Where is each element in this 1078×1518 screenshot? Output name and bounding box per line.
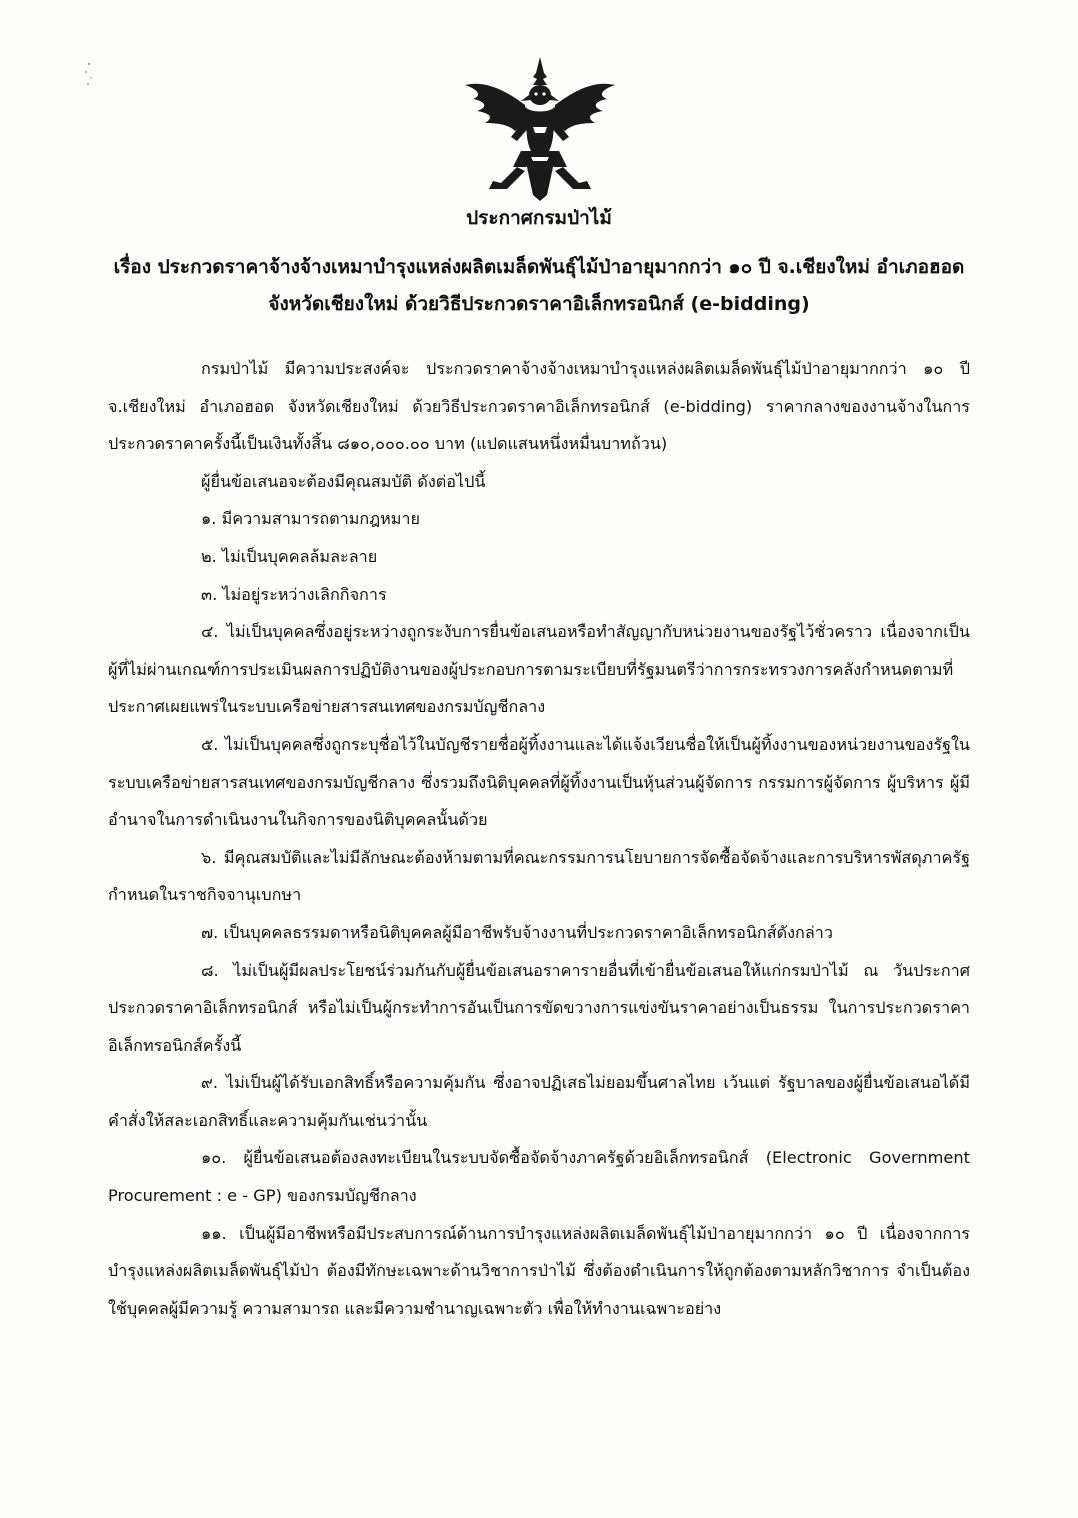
announcement-subject-line-1: เรื่อง ประกวดราคาจ้างจ้างเหมาบำรุงแหล่งผลิตเมล็ดพันธุ์ไม้ป่าอายุมากกว่า ๑๐ ปี จ.เชียงใหม่ อำเภอฮอด [113, 256, 965, 278]
qualification-item-3: ๓. ไม่อยู่ระหว่างเลิกกิจการ [201, 584, 387, 604]
qualification-item-11: ๑๑. เป็นผู้มีอาชีพหรือมีประสบการณ์ด้านการบำรุงแหล่งผลิตเมล็ดพันธุ์ไม้ป่าอายุมากกว่า ๑๐ ปี เนื่องจากการบำรุงแหล่งผลิตเมล็ดพันธุ์ไม้ป่า ต้องมีทักษะเฉพาะด้านวิชาการป่าไม้ ซึ่งต้องดำเนินการให้ถูกต้องตามหลักวิชาการ จำเป็นต้องใช้บุคคลผู้มีความรู้ ความสามารถ และมีความชำนาญเฉพาะตัว เพื่อให้ทำงานเฉพาะอย่าง [108, 1223, 970, 1318]
qualification-item-6: ๖. มีคุณสมบัติและไม่มีลักษณะต้องห้ามตามที่คณะกรรมการนโยบายการจัดซื้อจัดจ้างและการบริหารพัสดุภาครัฐกำหนดในราชกิจจานุเบกษา [108, 847, 970, 905]
qualification-item-8: ๘. ไม่เป็นผู้มีผลประโยชน์ร่วมกันกับผู้ยื่นข้อเสนอราคารายอื่นที่เข้ายื่นข้อเสนอให้แก่กรมป่าไม้ ณ วันประกาศประกวดราคาอิเล็กทรอนิกส์ หรือไม่เป็นผู้กระทำการอันเป็นการขัดขวางการแข่งขันราคาอย่างเป็นธรรม ในการประกวดราคาอิเล็กทรอนิกส์ครั้งนี้ [108, 960, 970, 1055]
qualification-item-2: ๒. ไม่เป็นบุคคลล้มละลาย [201, 546, 378, 566]
intro-paragraph: กรมป่าไม้ มีความประสงค์จะ ประกวดราคาจ้างจ้างเหมาบำรุงแหล่งผลิตเมล็ดพันธุ์ไม้ป่าอายุมากกว่า ๑๐ ปี จ.เชียงใหม่ อำเภอฮอด จังหวัดเชียงใหม่ ด้วยวิธีประกวดราคาอิเล็กทรอนิกส์ (e-bidding) ราคากลางของงานจ้างในการประกวดราคาครั้งนี้เป็นเงินทั้งสิ้น ๘๑๐,๐๐๐.๐๐ บาท (แปดแสนหนึ่งหมื่นบาทถ้วน) [108, 359, 970, 454]
qualification-item-4: ๔. ไม่เป็นบุคคลซึ่งอยู่ระหว่างถูกระงับการยื่นข้อเสนอหรือทำสัญญากับหน่วยงานของรัฐไว้ชั่วคราว เนื่องจากเป็นผู้ที่ไม่ผ่านเกณฑ์การประเมินผลการปฏิบัติงานของผู้ประกอบการตามระเบียบที่รัฐมนตรีว่าการกระทรวงการคลังกำหนดตามที่ประกาศเผยแพร่ในระบบเครือข่ายสารสนเทศของกรมบัญชีกลาง [108, 622, 970, 717]
announcement-agency-title: ประกาศกรมป่าไม้ [466, 207, 612, 229]
announcement-subject-line-2: จังหวัดเชียงใหม่ ด้วยวิธีประกวดราคาอิเล็กทรอนิกส์ (e-bidding) [268, 293, 810, 315]
qualification-item-10: ๑๐. ผู้ยื่นข้อเสนอต้องลงทะเบียนในระบบจัดซื้อจัดจ้างภาครัฐด้วยอิเล็กทรอนิกส์ (Electronic Government Procurement : e - GP) ของกรมบัญชีกลาง [108, 1148, 970, 1206]
qualification-item-5: ๕. ไม่เป็นบุคคลซึ่งถูกระบุชื่อไว้ในบัญชีรายชื่อผู้ทิ้งงานและได้แจ้งเวียนชื่อให้เป็นผู้ทิ้งงานของหน่วยงานของรัฐในระบบเครือข่ายสารสนเทศของกรมบัญชีกลาง ซึ่งรวมถึงนิติบุคคลที่ผู้ทิ้งงานเป็นหุ้นส่วนผู้จัดการ กรรมการผู้จัดการ ผู้บริหาร ผู้มีอำนาจในการดำเนินงานในกิจการของนิติบุคคลนั้นด้วย [108, 734, 970, 830]
announcement-body [108, 350, 970, 1327]
qualification-item-9: ๙. ไม่เป็นผู้ได้รับเอกสิทธิ์หรือความคุ้มกัน ซึ่งอาจปฏิเสธไม่ยอมขึ้นศาลไทย เว้นแต่ รัฐบาลของผู้ยื่นข้อเสนอได้มีคำสั่งให้สละเอกสิทธิ์และความคุ้มกันเช่นว่านั้น [108, 1073, 970, 1130]
scan-speck-mark [82, 58, 96, 88]
qualification-item-7: ๗. เป็นบุคคลธรรมดาหรือนิติบุคคลผู้มีอาชีพรับจ้างงานที่ประกวดราคาอิเล็กทรอนิกส์ดังกล่าว [201, 922, 833, 942]
qualification-item-1: ๑. มีความสามารถตามกฎหมาย [201, 509, 420, 529]
qualifications-intro: ผู้ยื่นข้อเสนอจะต้องมีคุณสมบัติ ดังต่อไปนี้ [201, 471, 486, 491]
garuda-emblem-icon [455, 55, 625, 205]
